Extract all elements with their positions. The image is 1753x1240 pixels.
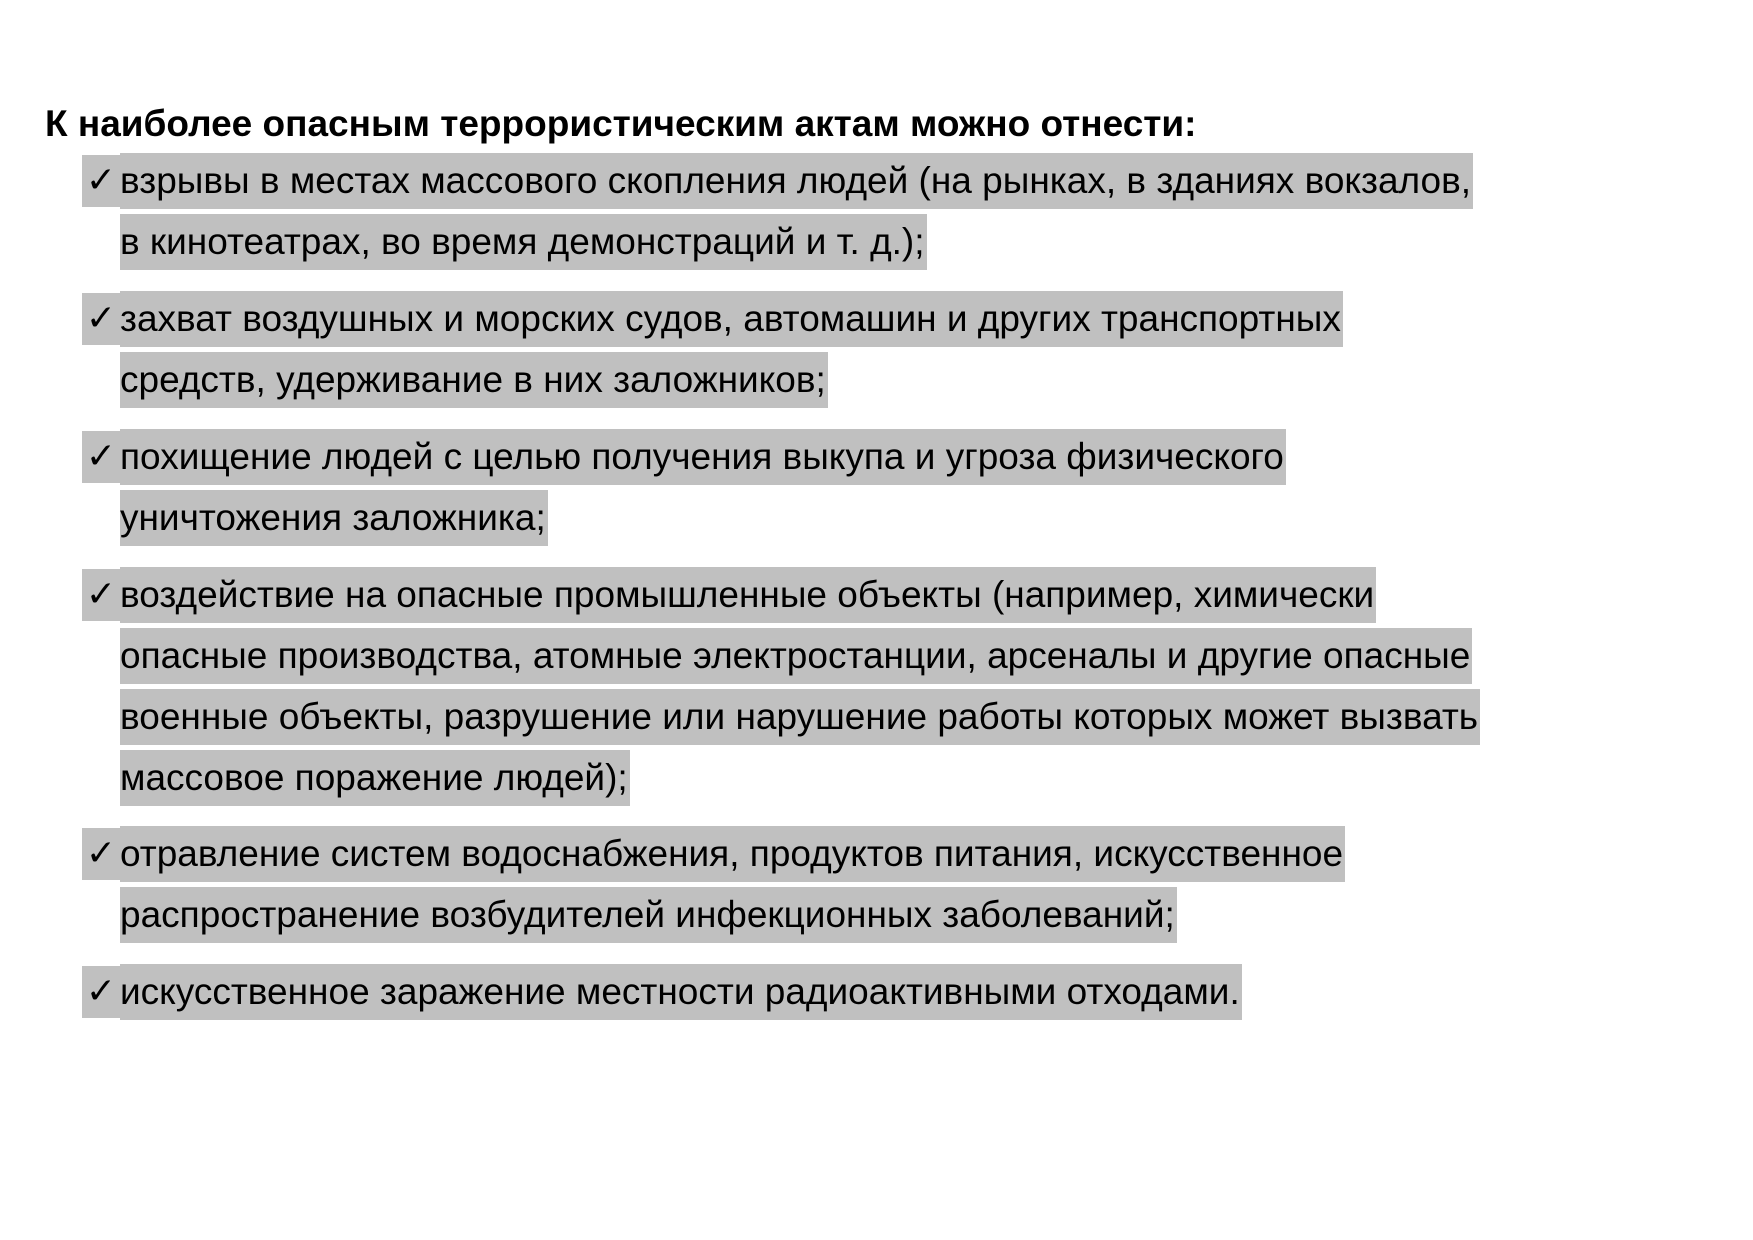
list-item-line <box>82 750 1480 811</box>
list-item-text: средств, удерживание в них заложников; <box>120 352 828 408</box>
list-item-line <box>82 567 1480 628</box>
list-item-text: массовое поражение людей); <box>120 750 630 806</box>
checkmark-icon: ✓ <box>82 569 120 621</box>
list-item-text: воздействие на опасные промышленные объекты (например, химически <box>120 567 1376 623</box>
list-item-text: опасные производства, атомные электростанции, арсеналы и другие опасные <box>120 628 1472 684</box>
checkmark-icon: ✓ <box>82 431 120 483</box>
list-heading: К наиболее опасным террористическим актам можно отнести: <box>45 103 1197 144</box>
list-item-line <box>82 429 1286 490</box>
list-item-line <box>82 291 1343 352</box>
checkmark-icon: ✓ <box>82 966 120 1018</box>
list-item-line <box>82 214 1473 275</box>
list-item-text: захват воздушных и морских судов, автомашин и других транспортных <box>120 291 1343 347</box>
list-item-5 <box>82 826 1345 948</box>
list-item-line <box>82 153 1473 214</box>
list-item-text: военные объекты, разрушение или нарушение работы которых может вызвать <box>120 689 1480 745</box>
list-item-4 <box>82 567 1480 811</box>
list-item-text: искусственное заражение местности радиоактивными отходами. <box>120 964 1242 1020</box>
list-item-text: в кинотеатрах, во время демонстраций и т. д.); <box>120 214 927 270</box>
list-item-text: взрывы в местах массового скопления людей (на рынках, в зданиях вокзалов, <box>120 153 1473 209</box>
list-item-line <box>82 826 1345 887</box>
list-item-line <box>82 689 1480 750</box>
list-item-line <box>82 352 1343 413</box>
list-item-3 <box>82 429 1286 551</box>
list-item-text: уничтожения заложника; <box>120 490 548 546</box>
list-item-1 <box>82 153 1473 275</box>
list-item-text: похищение людей с целью получения выкупа и угроза физического <box>120 429 1286 485</box>
list-item-line <box>82 964 1242 1025</box>
list-item-text: распространение возбудителей инфекционных заболеваний; <box>120 887 1177 943</box>
list-item-line <box>82 887 1345 948</box>
list-item-text: отравление систем водоснабжения, продуктов питания, искусственное <box>120 826 1345 882</box>
list-item-6 <box>82 964 1242 1025</box>
checkmark-icon: ✓ <box>82 828 120 880</box>
list-item-line <box>82 628 1480 689</box>
list-item-2 <box>82 291 1343 413</box>
checkmark-icon: ✓ <box>82 293 120 345</box>
list-item-line <box>82 490 1286 551</box>
checkmark-icon: ✓ <box>82 155 120 207</box>
